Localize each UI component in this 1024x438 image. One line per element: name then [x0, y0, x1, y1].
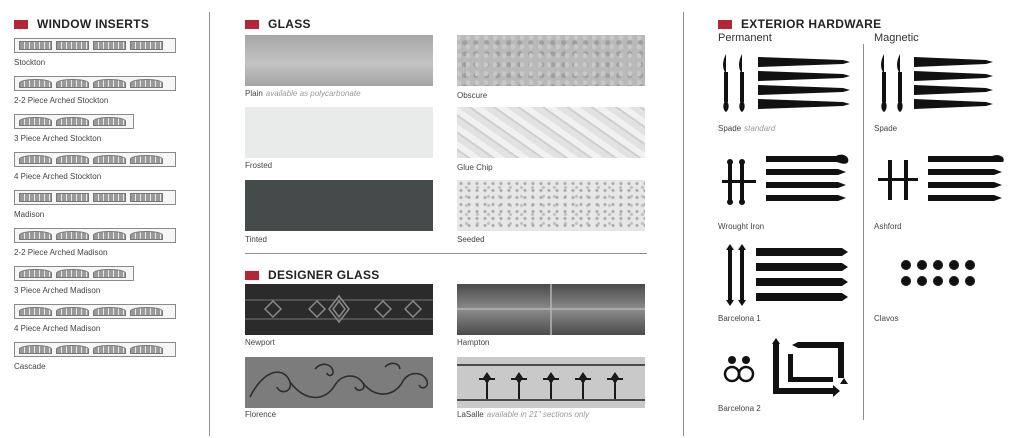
barcelona-2-hardware-icon: [718, 338, 858, 398]
window-insert-4-arched-madison: [14, 304, 176, 319]
hardware-note: standard: [744, 124, 776, 133]
hardware-label: Barcelona 1: [718, 314, 761, 323]
designer-glass-note: available in 21" sections only: [486, 410, 590, 419]
ashford-hardware-icon: [876, 152, 1006, 210]
glass-header: [245, 17, 311, 31]
designer-glass-florence: [245, 357, 433, 408]
glass-label: Frosted: [245, 161, 273, 170]
hardware-header: [718, 17, 881, 31]
hampton-pattern: [457, 284, 645, 335]
glass-title: GLASS: [268, 17, 311, 31]
magnetic-subheading: Magnetic: [874, 32, 919, 44]
glass-swatch-tinted: [245, 180, 433, 231]
window-insert-label: 3 Piece Arched Stockton: [14, 134, 102, 143]
hardware-label: Spade: [874, 124, 898, 133]
hardware-label: Wrought Iron: [718, 222, 765, 231]
designer-glass-label: Hampton: [457, 338, 490, 347]
red-square-icon: [245, 20, 259, 29]
newport-pattern: [245, 284, 433, 335]
designer-glass-label: Newport: [245, 338, 275, 347]
glass-swatch-glue-chip: [457, 107, 645, 158]
designer-glass-title: DESIGNER GLASS: [268, 268, 380, 282]
window-insert-stockton: [14, 38, 176, 53]
glass-note: available as polycarbonate: [265, 89, 361, 98]
glass-swatch-frosted: [245, 107, 433, 158]
florence-pattern: [245, 357, 433, 408]
glass-caption-plain: [245, 89, 361, 98]
glass-label: Seeded: [457, 235, 485, 244]
red-square-icon: [245, 271, 259, 280]
magnetic-spade-hardware-icon: [876, 52, 996, 114]
column-divider: [209, 12, 210, 436]
glass-label: Plain: [245, 89, 263, 98]
hardware-label: Ashford: [874, 222, 902, 231]
window-insert-label: Madison: [14, 210, 45, 219]
window-insert-madison: [14, 190, 176, 205]
window-insert-label: Stockton: [14, 58, 46, 67]
window-inserts-title: WINDOW INSERTS: [37, 17, 150, 31]
hardware-label: Clavos: [874, 314, 899, 323]
designer-glass-header: [245, 268, 380, 282]
designer-glass-label: LaSalle: [457, 410, 484, 419]
window-insert-3-arched-stockton: [14, 114, 134, 129]
hardware-label: Spade: [718, 124, 742, 133]
window-insert-cascade: [14, 342, 176, 357]
section-divider: [245, 253, 647, 254]
hardware-column-divider: [863, 44, 864, 420]
window-insert-4-arched-stockton: [14, 152, 176, 167]
lasalle-pattern: [457, 357, 645, 408]
window-insert-label: Cascade: [14, 362, 46, 371]
designer-glass-hampton: [457, 284, 645, 335]
barcelona-1-hardware-icon: [718, 244, 852, 306]
glass-label: Glue Chip: [457, 163, 493, 172]
glass-label: Tinted: [245, 235, 267, 244]
window-insert-3-arched-madison: [14, 266, 134, 281]
window-insert-label: 4 Piece Arched Stockton: [14, 172, 102, 181]
glass-swatch-plain: [245, 35, 433, 86]
window-insert-2-2-arched-stockton: [14, 76, 176, 91]
spade-hardware-icon: [718, 52, 852, 114]
window-insert-label: 2-2 Piece Arched Stockton: [14, 96, 109, 105]
red-square-icon: [718, 20, 732, 29]
column-divider: [683, 12, 684, 436]
hardware-title: EXTERIOR HARDWARE: [741, 17, 882, 31]
designer-glass-label: Florence: [245, 410, 277, 419]
permanent-subheading: Permanent: [718, 32, 772, 44]
glass-label: Obscure: [457, 91, 488, 100]
window-inserts-header: [14, 17, 149, 31]
designer-glass-caption-lasalle: [457, 410, 589, 419]
glass-swatch-seeded: [457, 180, 645, 231]
hardware-caption-spade: [718, 124, 775, 133]
wrought-iron-hardware-icon: [718, 152, 852, 210]
window-insert-label: 4 Piece Arched Madison: [14, 324, 101, 333]
designer-glass-newport: [245, 284, 433, 335]
red-square-icon: [14, 20, 28, 29]
window-insert-2-2-arched-madison: [14, 228, 176, 243]
designer-glass-lasalle: [457, 357, 645, 408]
glass-swatch-obscure: [457, 35, 645, 86]
hardware-label: Barcelona 2: [718, 404, 761, 413]
window-insert-label: 3 Piece Arched Madison: [14, 286, 101, 295]
window-insert-label: 2-2 Piece Arched Madison: [14, 248, 108, 257]
clavos-hardware-icon: [900, 258, 980, 288]
